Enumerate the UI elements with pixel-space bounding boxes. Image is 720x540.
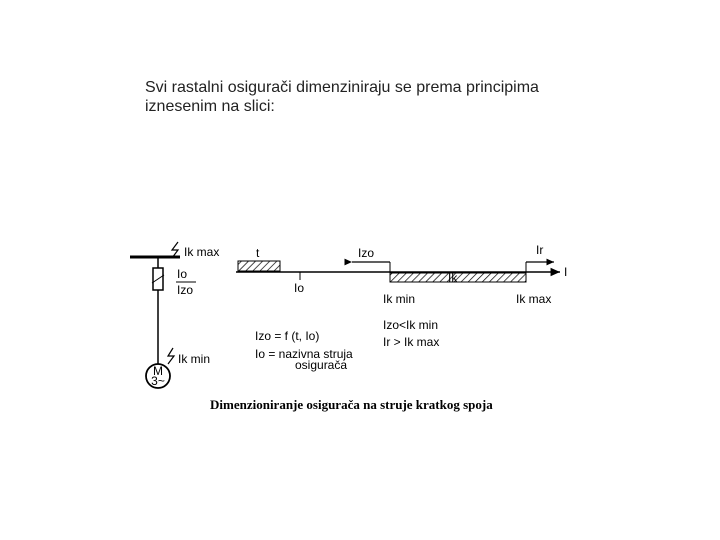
short-circuit-zone (390, 273, 526, 282)
label-io-tick: Io (294, 281, 305, 295)
label-ik-hatch: Ik (448, 271, 458, 285)
figure-caption: Dimenzioniranje osigurača na struje kratkog spoja (210, 397, 493, 412)
label-ik-max-left: Ik max (184, 245, 220, 259)
label-io-left: Io (177, 267, 188, 281)
time-zone-box (238, 261, 280, 271)
equation-io-def: Io = nazivna struja (255, 347, 353, 361)
intro-line-2: iznesenim na slici: (145, 98, 275, 115)
motor-phase: 3~ (151, 374, 165, 388)
label-ir-arrow: Ir (536, 243, 544, 257)
equation-izo: Izo = f (t, Io) (255, 329, 320, 343)
circuit-schematic (130, 242, 219, 388)
equation-io-def-cont: osigurača (295, 358, 348, 372)
label-t-box: t (256, 246, 260, 260)
label-izo-arrow: Izo (358, 246, 375, 260)
label-i-axis: I (564, 265, 568, 279)
label-ik-max-tick: Ik max (516, 292, 552, 306)
equations (255, 318, 439, 372)
motor-letter: M (153, 364, 163, 378)
condition-izo: Izo<Ik min (383, 318, 439, 332)
current-axis-diagram (236, 243, 567, 306)
label-ik-min-tick: Ik min (383, 292, 416, 306)
fault-arrow-bottom-icon (168, 348, 174, 364)
label-izo-left: Izo (177, 283, 194, 297)
label-ik-min-left: Ik min (178, 352, 211, 366)
intro-line-1: Svi rastalni osigurači dimenziniraju se prema principima (145, 79, 539, 96)
condition-ir: Ir > Ik max (383, 335, 440, 349)
